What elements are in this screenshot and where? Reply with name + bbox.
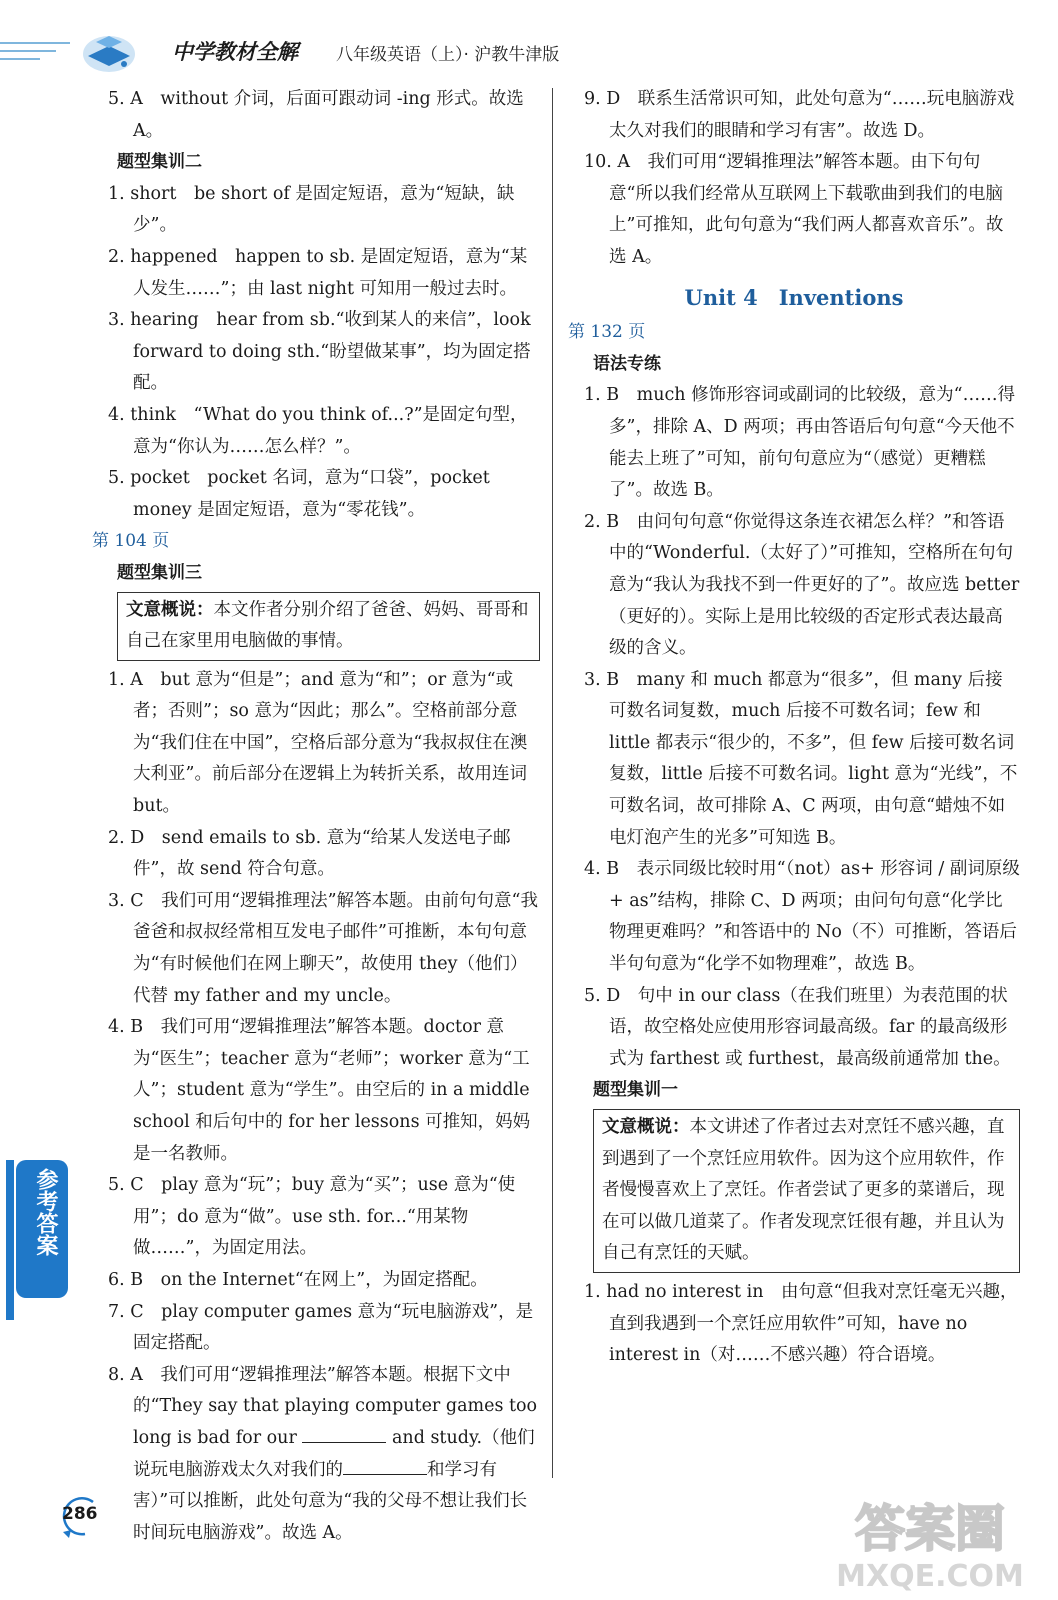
answer-item: 1. B much 修饰形容词或副词的比较级，意为“……得多”，排除 A、D 两项；再由答语后句句意“今天他不能去上班了”可知，前句句意应为“（感觉）更糟糕了”。故选 B。 xyxy=(584,385,1016,501)
summary-text: 本文作者分别介绍了爸爸、妈妈、哥哥和自己在家里用电脑做的事情。 xyxy=(126,599,529,652)
answer-item: 2. B 由问句句意“你觉得这条连衣裙怎么样？”和答语中的“Wonderful.（太好了）”可推知，空格所在句句意为“我认为我找不到一件更好的了”。故应选 better（更好的）。实际上是用比较级的否定形式表达最高级的含义。 xyxy=(584,511,1020,659)
watermark-text-cn: 答案圈 xyxy=(855,1500,1005,1558)
answer-item-8-part2: and study.（他们说玩电脑游戏太久对我们的 xyxy=(133,1427,535,1480)
section-title: 题型集训一 xyxy=(593,1080,678,1101)
answer-item: 4. think “What do you think of...?”是固定句型，意为“你认为……怎么样？”。 xyxy=(108,404,528,457)
side-tab-bar xyxy=(6,1160,14,1320)
side-tab xyxy=(6,1160,66,1312)
answer-item: 4. B 我们可用“逻辑推理法”解答本题。doctor 意为“医生”；teacher 意为“老师”；worker 意为“工人”；student 意为“学生”。由空后的 in a middle school 和后句中的 for her lessons 可推知，妈妈是一名教师。 xyxy=(108,1017,531,1164)
answer-item: 1. had no interest in 由句意“但我对烹饪毫无兴趣，直到我遇到一个烹饪应用软件”可知，have no interest in（对……不感兴趣）符合语境。 xyxy=(584,1281,1018,1366)
answer-item: 9. D 联系生活常识可知，此处句意为“……玩电脑游戏太久对我们的眼睛和学习有害”。故选 D。 xyxy=(584,89,1015,141)
answer-item: 1. A but 意为“但是”；and 意为“和”；or 意为“或者；否则”；so 意为“因此；那么”。空格前部分意为“我们住在中国”，空格后部分意为“我叔叔住在澳大利亚”。前后部分在逻辑上为转折关系，故用连词 but。 xyxy=(108,669,528,817)
summary-label: 文意概说： xyxy=(602,1117,690,1137)
page-reference: 第 132 页 xyxy=(568,322,646,343)
page-number: 286 xyxy=(62,1504,98,1524)
section-title: 题型集训三 xyxy=(117,562,202,583)
watermark-logo xyxy=(830,1488,1040,1598)
summary-label: 文意概说： xyxy=(126,599,214,620)
summary-box xyxy=(117,592,540,661)
answer-item: 4. B 表示同级比较时用“（not）as+ 形容词 / 副词原级 + as”结构，排除 C、D 两项；由问句句意“化学比物理更难吗？”和答语中的 No（不）可推断，答语后半句句意为“化学不如物理难”，故选 B。 xyxy=(584,859,1020,975)
answer-blank xyxy=(343,1460,427,1475)
answer-item: 3. C 我们可用“逻辑推理法”解答本题。由前句句意“我爸爸和叔叔经常相互发电子邮件”可推断，本句句意为“有时候他们在网上聊天”，故使用 they（他们）代替 my father and my uncle。 xyxy=(108,890,538,1006)
summary-box xyxy=(593,1109,1020,1273)
book-logo-icon xyxy=(78,26,140,76)
answer-item: 5. A without 介词，后面可跟动词 -ing 形式。故选 A。 xyxy=(108,89,524,141)
unit-title: Unit 4 Inventions xyxy=(684,284,904,310)
answer-item: 3. B many 和 much 都意为“很多”，但 many 后接可数名词复数，much 后接不可数名词；few 和 little 都表示“很少的，不多”，但 few 后接可数名词复数，little 后接不可数名词。light 意为“光线”，不可数名词，故可排除 A、C 两项，由句意“蜡烛不如电灯泡产生的光多”可知选 B。 xyxy=(584,669,1018,848)
answer-item: 6. B on the Internet“在网上”，为固定搭配。 xyxy=(108,1269,488,1290)
side-tab-label: 参考答案 xyxy=(33,1168,58,1256)
answer-item: 7. C play computer games 意为“玩电脑游戏”，是固定搭配。 xyxy=(108,1301,534,1354)
answer-item: 10. A 我们可用“逻辑推理法”解答本题。由下句句意“所以我们经常从互联网上下载歌曲到我们的电脑上”可推知，此句句意为“我们两人都喜欢音乐”。故选 A。 xyxy=(584,152,1004,267)
answer-item: 1. short be short of 是固定短语，意为“短缺，缺少”。 xyxy=(108,183,515,236)
answer-item-8-part3: 和学习有害）”可以推断，此处句意为“我的父母不想让我们长时间玩电脑游戏”。故选 A。 xyxy=(133,1459,528,1543)
column-divider xyxy=(552,88,553,1478)
answer-item-8 xyxy=(92,1360,540,1550)
answer-item: 2. happened happen to sb. 是固定短语，意为“某人发生……”；由 last night 可知用一般过去时。 xyxy=(108,246,528,299)
answer-blank xyxy=(302,1428,386,1443)
watermark-text-en: MXQE.COM xyxy=(836,1559,1024,1594)
page-reference: 第 104 页 xyxy=(92,531,170,552)
book-subtitle: 八年级英语（上）· 沪教牛津版 xyxy=(336,45,560,65)
header-decoration-lines xyxy=(0,42,70,66)
answer-item: 2. D send emails to sb. 意为“给某人发送电子邮件”，故 send 符合句意。 xyxy=(108,827,511,880)
answer-item: 5. C play 意为“玩”；buy 意为“买”；use 意为“使用”；do 意为“做”。use sth. for...“用某物做……”，为固定用法。 xyxy=(108,1175,516,1259)
right-column xyxy=(568,84,1020,1372)
section-title: 语法专练 xyxy=(593,353,661,374)
answer-item: 5. pocket pocket 名词，意为“口袋”，pocket money 是固定短语，意为“零花钱”。 xyxy=(108,468,490,520)
section-title: 题型集训二 xyxy=(117,152,202,173)
answer-item: 5. D 句中 in our class（在我们班里）为表范围的状语，故空格处应使用形容词最高级。far 的最高级形式为 farthest 或 furthest，最高级前通常加 the。 xyxy=(584,985,1011,1069)
book-title: 中学教材全解 xyxy=(172,40,298,64)
left-column xyxy=(92,84,540,1549)
page-header xyxy=(0,0,1058,80)
summary-text: 本文讲述了作者过去对烹饪不感兴趣，直到遇到了一个烹饪应用软件。因为这个应用软件，作者慢慢喜欢上了烹饪。作者尝试了更多的菜谱后，现在可以做几道菜了。作者发现烹饪很有趣，并且认为自己有烹饪的天赋。 xyxy=(602,1117,1005,1264)
answer-item: 3. hearing hear from sb.“收到某人的来信”，look forward to doing sth.“盼望做某事”，均为固定搭配。 xyxy=(108,310,531,394)
answer-item-8-part1: 8. A 我们可用“逻辑推理法”解答本题。根据下文中的“They say that playing computer games too long is bad for our xyxy=(108,1364,538,1448)
